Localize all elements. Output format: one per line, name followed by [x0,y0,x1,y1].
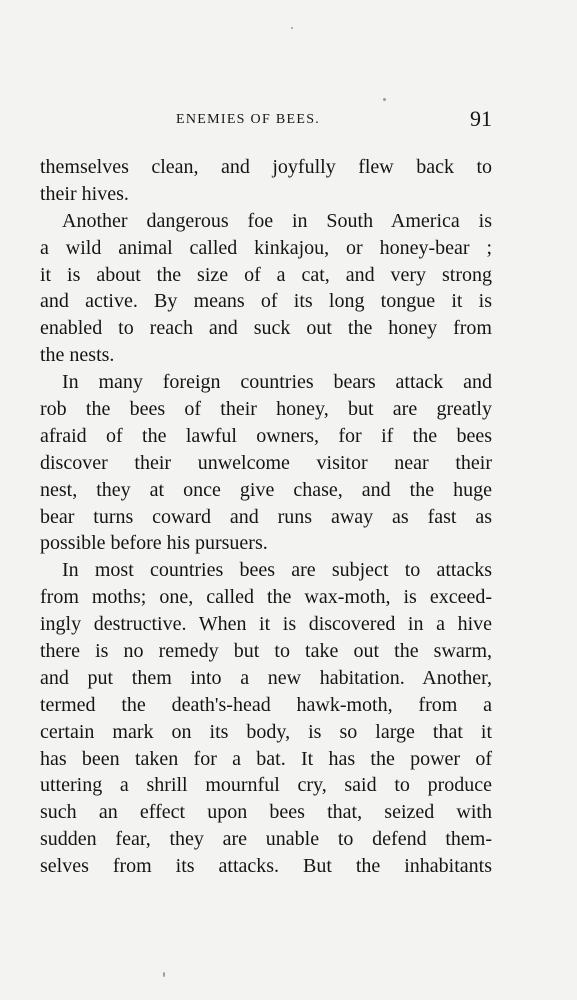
text-line: bear turns coward and runs away as fast as [40,505,492,528]
text-line: enabled to reach and suck out the honey from [40,317,492,340]
text-line: it is about the size of a cat, and very strong [40,263,492,286]
print-speck [291,27,293,29]
page-number: 91 [470,106,492,131]
body-text [40,154,492,880]
print-speck [163,972,165,977]
page-header [40,106,492,134]
text-line: afraid of the lawful owners, for if the bees [40,424,492,447]
text-line: In most countries bees are subject to attacks [62,559,492,582]
text-line: selves from its attacks. But the inhabitants [40,855,492,878]
text-line: sudden fear, they are unable to defend them- [40,828,492,851]
text-line: themselves clean, and joyfully flew back to [40,156,492,178]
text-line: has been taken for a bat. It has the power of [40,747,492,770]
text-line: Another dangerous foe in South America is [62,209,492,232]
text-line: possible before his pursuers. [40,532,268,555]
text-line: termed the death's-head hawk-moth, from a [40,693,492,716]
text-line: In many foreign countries bears attack and [62,371,492,394]
text-line: a wild animal called kinkajou, or honey-bear ; [40,236,492,259]
text-line: and put them into a new habitation. Another, [40,666,492,689]
print-speck [383,98,386,101]
text-line: from moths; one, called the wax-moth, is exceed- [40,586,492,609]
running-title: ENEMIES OF BEES. [176,112,321,127]
text-line: ingly destructive. When it is discovered in a hive [40,613,492,636]
text-line: certain mark on its body, is so large that it [40,720,492,743]
text-line: and active. By means of its long tongue it is [40,290,492,313]
text-line: their hives. [40,182,129,205]
text-line: discover their unwelcome visitor near their [40,451,492,474]
text-line: such an effect upon bees that, seized with [40,801,492,824]
text-line: the nests. [40,344,115,367]
text-line: nest, they at once give chase, and the huge [40,478,492,501]
text-line: there is no remedy but to take out the swarm, [40,640,492,663]
text-line: rob the bees of their honey, but are greatly [40,398,492,421]
text-line: uttering a shrill mournful cry, said to produce [40,774,492,797]
